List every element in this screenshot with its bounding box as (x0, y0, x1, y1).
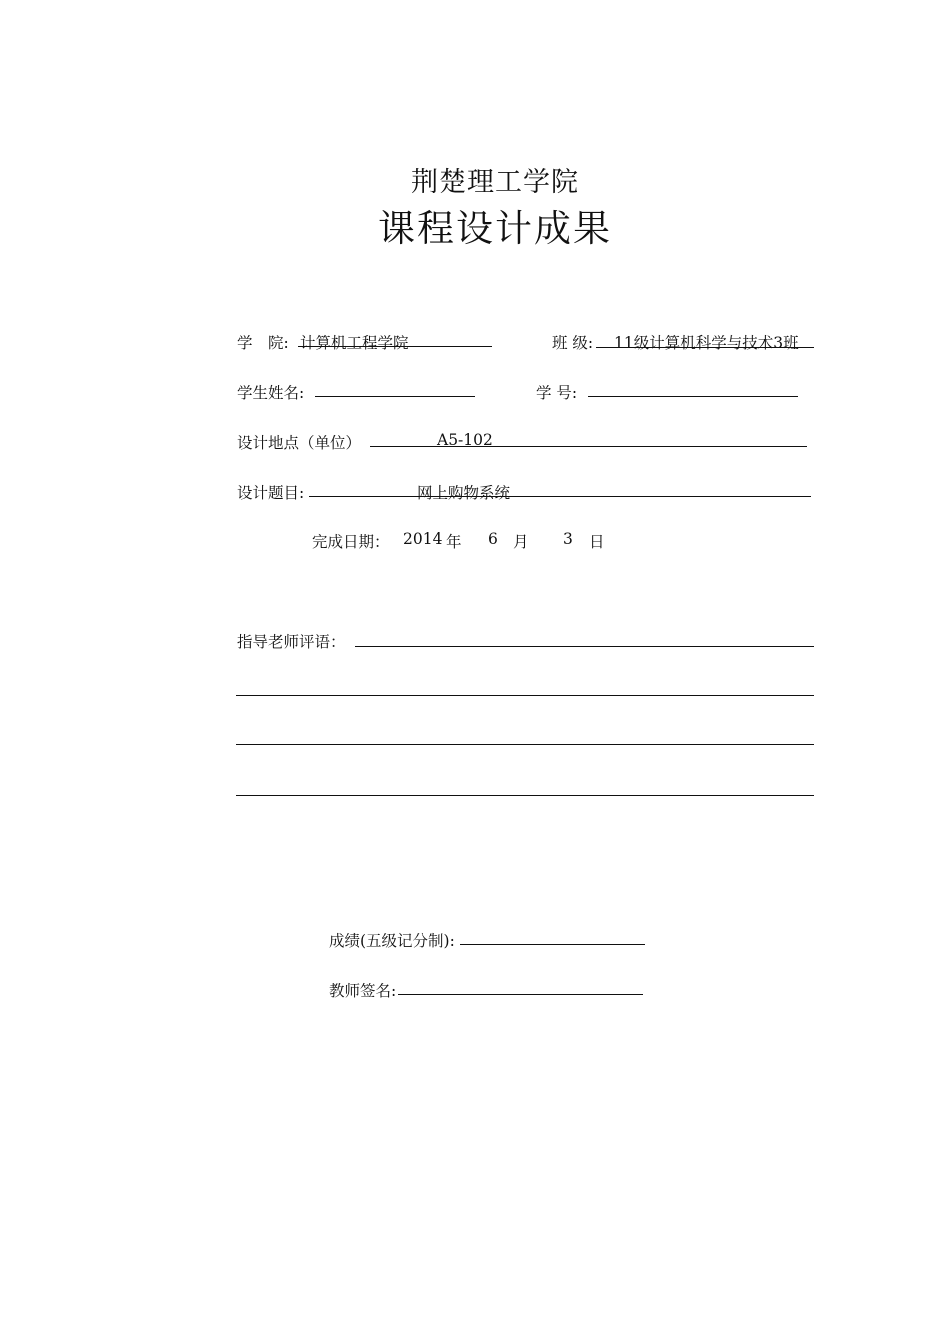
signature-label: 教师签名: (329, 982, 397, 1000)
college-value: 计算机工程学院 (300, 334, 409, 352)
completion-label: 完成日期： (312, 533, 390, 551)
college-label: 学 院: (237, 334, 289, 352)
document-title: 课程设计成果 (378, 207, 612, 250)
location-line (370, 446, 807, 447)
location-value: A5-102 (437, 431, 493, 449)
grade-line (460, 944, 645, 945)
class-value: 11级计算机科学与技术3班 (614, 334, 799, 352)
grade-label: 成绩(五级记分制): (329, 932, 455, 950)
topic-label: 设计题目: (237, 484, 305, 502)
comments-line (355, 646, 814, 647)
location-label: 设计地点（单位） (237, 434, 362, 452)
student-id-label: 学 号: (536, 384, 578, 402)
student-name-line (315, 396, 475, 397)
comments-line (236, 795, 814, 796)
completion-year-unit: 年 (446, 533, 462, 551)
comments-label: 指导老师评语： (237, 633, 346, 651)
completion-day: 3 (563, 530, 573, 548)
comments-line (236, 695, 814, 696)
topic-line (309, 496, 811, 497)
completion-month: 6 (488, 530, 498, 548)
completion-year: 2014 (403, 530, 443, 548)
comments-line (236, 744, 814, 745)
class-label: 班 级: (552, 334, 594, 352)
completion-month-unit: 月 (513, 533, 529, 551)
student-name-label: 学生姓名: (237, 384, 305, 402)
signature-line (398, 994, 643, 995)
school-name: 荆楚理工学院 (411, 167, 579, 198)
completion-day-unit: 日 (589, 533, 605, 551)
student-id-line (588, 396, 798, 397)
topic-value: 网上购物系统 (417, 484, 511, 502)
